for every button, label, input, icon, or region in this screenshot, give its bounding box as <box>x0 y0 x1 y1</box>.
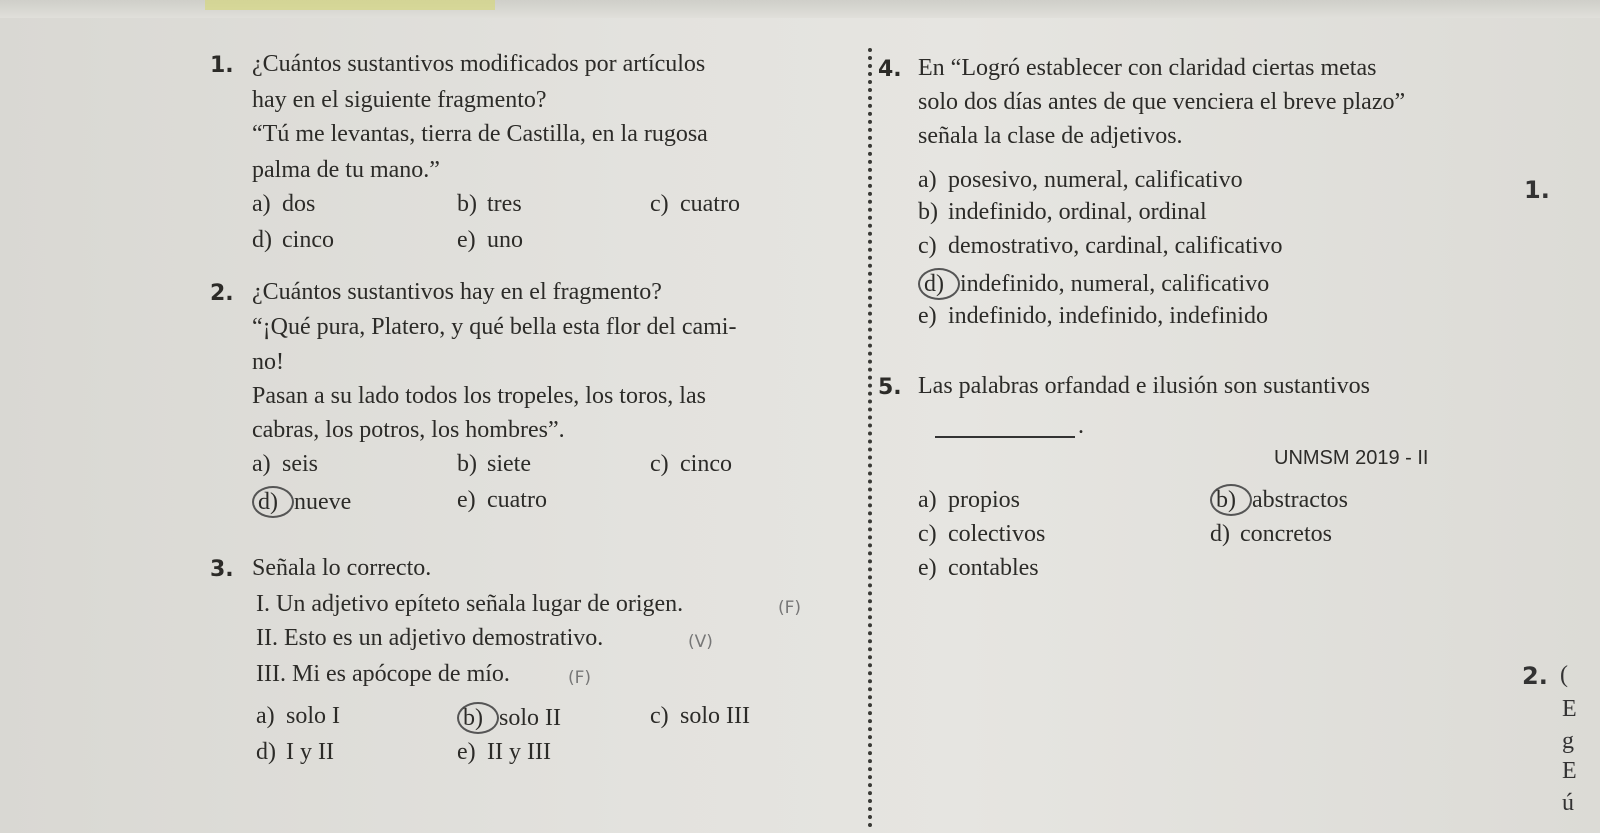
question-number: 5. <box>878 375 902 400</box>
statement-2: II. Esto es un adjetivo demostrativo. <box>256 625 604 651</box>
question-text: hay en el siguiente fragmento? <box>252 87 547 113</box>
column-divider <box>868 48 872 828</box>
quote-text: no! <box>252 349 284 375</box>
question-number: 1. <box>210 53 234 78</box>
handwritten-mark: (F) <box>778 598 802 618</box>
option-e[interactable]: e) II y III <box>457 739 551 765</box>
statement-1: I. Un adjetivo epíteto señala lugar de origen. <box>256 591 684 617</box>
question-number: 3. <box>210 557 234 582</box>
question-text: señala la clase de adjetivos. <box>918 123 1183 149</box>
option-d-selected[interactable]: d) nueve <box>252 486 351 518</box>
edge-char: E <box>1562 758 1577 784</box>
option-c[interactable]: c) solo III <box>650 703 750 729</box>
handwritten-mark: (F) <box>568 668 592 688</box>
quote-text: “Tú me levantas, tierra de Castilla, en la rugosa <box>252 121 708 147</box>
option-e[interactable]: e) indefinido, indefinido, indefinido <box>918 303 1268 329</box>
quote-text: “¡Qué pura, Platero, y qué bella esta flor del cami- <box>252 314 737 340</box>
option-c[interactable]: c) cinco <box>650 451 732 477</box>
question-text: . <box>1078 413 1084 439</box>
option-d[interactable]: d) concretos <box>1210 521 1332 547</box>
edge-char: E <box>1562 696 1577 722</box>
option-b[interactable]: b) tres <box>457 191 522 217</box>
edge-number: 2. <box>1522 662 1548 690</box>
edge-number: 1. <box>1524 176 1550 204</box>
option-b[interactable]: b) siete <box>457 451 531 477</box>
question-text: solo dos días antes de que venciera el breve plazo” <box>918 89 1406 115</box>
question-text: ¿Cuántos sustantivos hay en el fragmento? <box>252 279 662 305</box>
option-e[interactable]: e) cuatro <box>457 487 547 513</box>
quote-text: Pasan a su lado todos los tropeles, los toros, las <box>252 383 706 409</box>
quote-text: palma de tu mano.” <box>252 157 440 183</box>
question-number: 2. <box>210 281 234 306</box>
edge-char: g <box>1562 728 1574 754</box>
question-number: 4. <box>878 57 902 82</box>
question-text: ¿Cuántos sustantivos modificados por artículos <box>252 51 706 77</box>
option-e[interactable]: e) uno <box>457 227 523 253</box>
exam-source: UNMSM 2019 - II <box>1274 447 1429 469</box>
option-a[interactable]: a) seis <box>252 451 318 477</box>
statement-3: III. Mi es apócope de mío. <box>256 661 510 687</box>
quote-text: cabras, los potros, los hombres”. <box>252 417 565 443</box>
question-text: En “Logró establecer con claridad ciertas metas <box>918 55 1377 81</box>
option-e[interactable]: e) contables <box>918 555 1039 581</box>
highlight-strip <box>205 0 495 10</box>
option-b[interactable]: b) indefinido, ordinal, ordinal <box>918 199 1207 225</box>
handwritten-mark: (V) <box>688 632 713 652</box>
option-b-selected[interactable]: b) abstractos <box>1210 484 1348 516</box>
option-a[interactable]: a) dos <box>252 191 316 217</box>
option-a[interactable]: a) solo I <box>256 703 340 729</box>
answer-blank <box>935 436 1075 438</box>
option-d[interactable]: d) cinco <box>252 227 334 253</box>
question-text: Las palabras orfandad e ilusión son sustantivos <box>918 373 1370 399</box>
option-a[interactable]: a) posesivo, numeral, calificativo <box>918 167 1243 193</box>
option-b-selected[interactable]: b) solo II <box>457 702 561 734</box>
option-c[interactable]: c) demostrativo, cardinal, calificativo <box>918 233 1283 259</box>
edge-char: ( <box>1560 662 1568 688</box>
option-d-selected[interactable]: d) indefinido, numeral, calificativo <box>918 268 1269 300</box>
option-a[interactable]: a) propios <box>918 487 1020 513</box>
question-text: Señala lo correcto. <box>252 555 432 581</box>
edge-char: ú <box>1562 790 1574 816</box>
option-c[interactable]: c) colectivos <box>918 521 1046 547</box>
option-d[interactable]: d) I y II <box>256 739 334 765</box>
option-c[interactable]: c) cuatro <box>650 191 740 217</box>
